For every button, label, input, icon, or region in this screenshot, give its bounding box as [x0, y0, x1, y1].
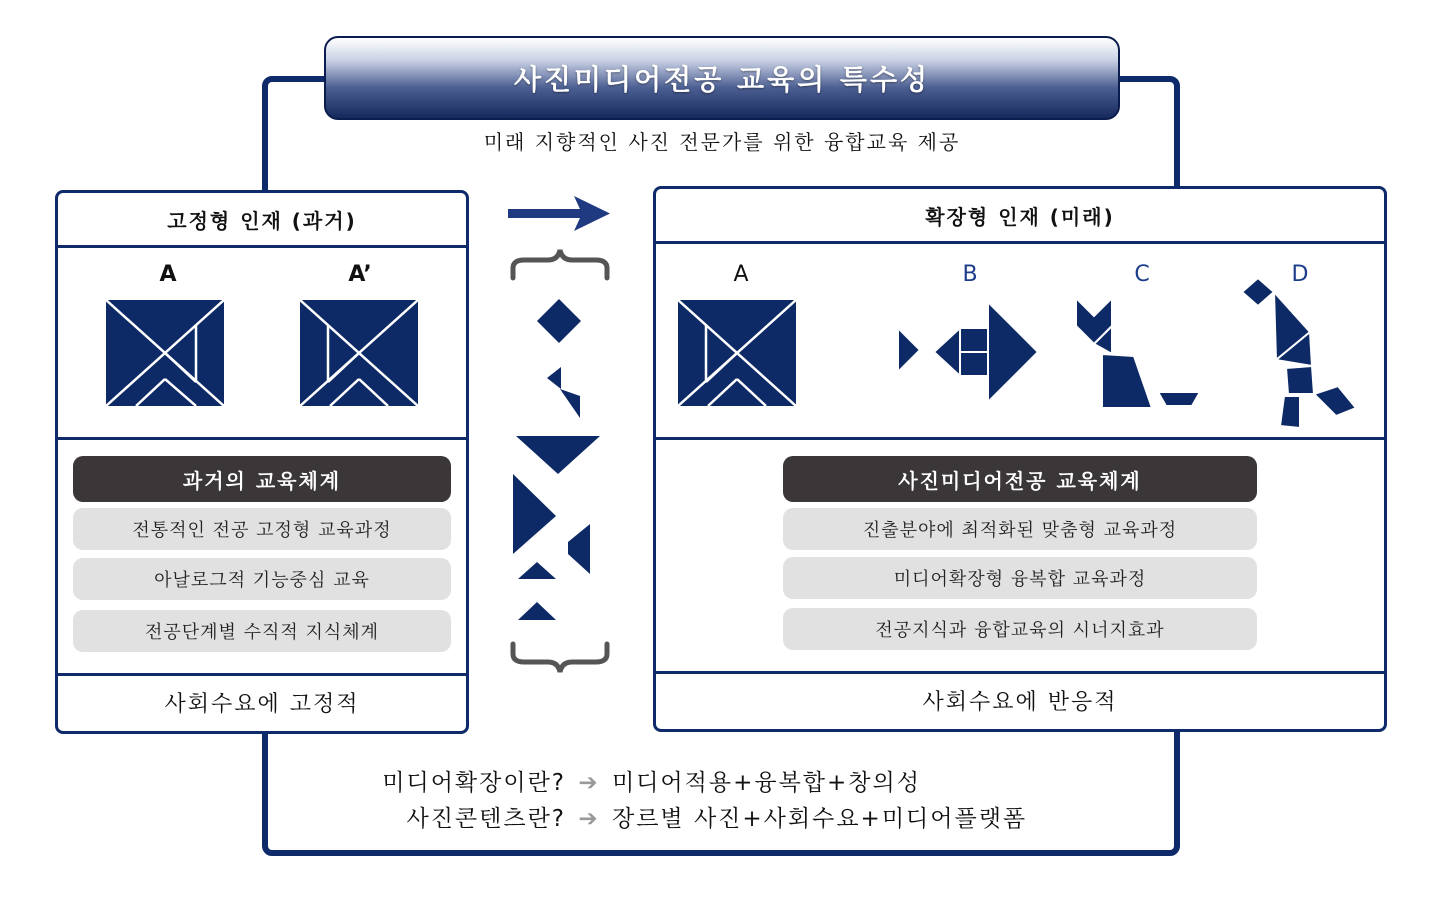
tangram-square-a	[106, 300, 224, 406]
media-system-item: 전공지식과 융합교육의 시너지효과	[783, 608, 1257, 650]
title-banner	[324, 36, 1120, 120]
label-c: C	[1134, 262, 1150, 287]
fixed-talent-header: 고정형 인재 (과거)	[58, 193, 466, 248]
past-system-item: 전통적인 전공 고정형 교육과정	[73, 508, 451, 550]
label-a: A	[159, 262, 177, 287]
right-arrow-icon	[508, 196, 610, 232]
definition-row	[330, 764, 921, 797]
tangram-cat-c	[1074, 296, 1208, 412]
gray-arrow-icon: ➔	[578, 806, 600, 832]
label-b: B	[962, 262, 978, 287]
tangram-fish-b	[896, 298, 1046, 408]
definition-row	[330, 800, 1027, 833]
bottom-brace-icon	[510, 640, 610, 676]
gray-arrow-icon: ➔	[578, 770, 600, 796]
media-system-item: 진출분야에 최적화된 맞춤형 교육과정	[783, 508, 1257, 550]
label-d: D	[1291, 262, 1309, 287]
label-a-prime: A’	[348, 262, 372, 287]
top-brace-icon	[510, 246, 610, 282]
panel-divider	[656, 437, 1384, 440]
label-a: A	[733, 262, 749, 287]
definition-question: 사진콘텐츠란?	[406, 806, 566, 832]
past-system-item: 아날로그적 기능중심 교육	[73, 558, 451, 600]
definition-question: 미디어확장이란?	[382, 770, 566, 796]
definition-answer: 장르별 사진+사회수요+미디어플랫폼	[612, 806, 1028, 832]
past-system-item: 전공단계별 수직적 지식체계	[73, 610, 451, 652]
expanded-talent-header: 확장형 인재 (미래)	[656, 189, 1384, 244]
tangram-square-a	[678, 300, 796, 406]
page-title: 사진미디어전공 교육의 특수성	[513, 63, 931, 96]
media-education-system-header: 사진미디어전공 교육체계	[783, 456, 1257, 502]
subtitle: 미래 지향적인 사진 전문가를 위한 융합교육 제공	[324, 126, 1120, 155]
past-education-system-header: 과거의 교육체계	[73, 456, 451, 502]
panel-divider	[58, 437, 466, 440]
expanded-talent-footer: 사회수요에 반응적	[922, 689, 1118, 715]
fixed-talent-footer: 사회수요에 고정적	[164, 691, 360, 717]
media-system-item: 미디어확장형 융복합 교육과정	[783, 557, 1257, 599]
tangram-square-a-prime	[300, 300, 418, 406]
tangram-figure-d	[1240, 276, 1360, 428]
scattered-tangram-pieces	[510, 290, 610, 630]
definition-answer: 미디어적용+융복합+창의성	[612, 770, 921, 796]
